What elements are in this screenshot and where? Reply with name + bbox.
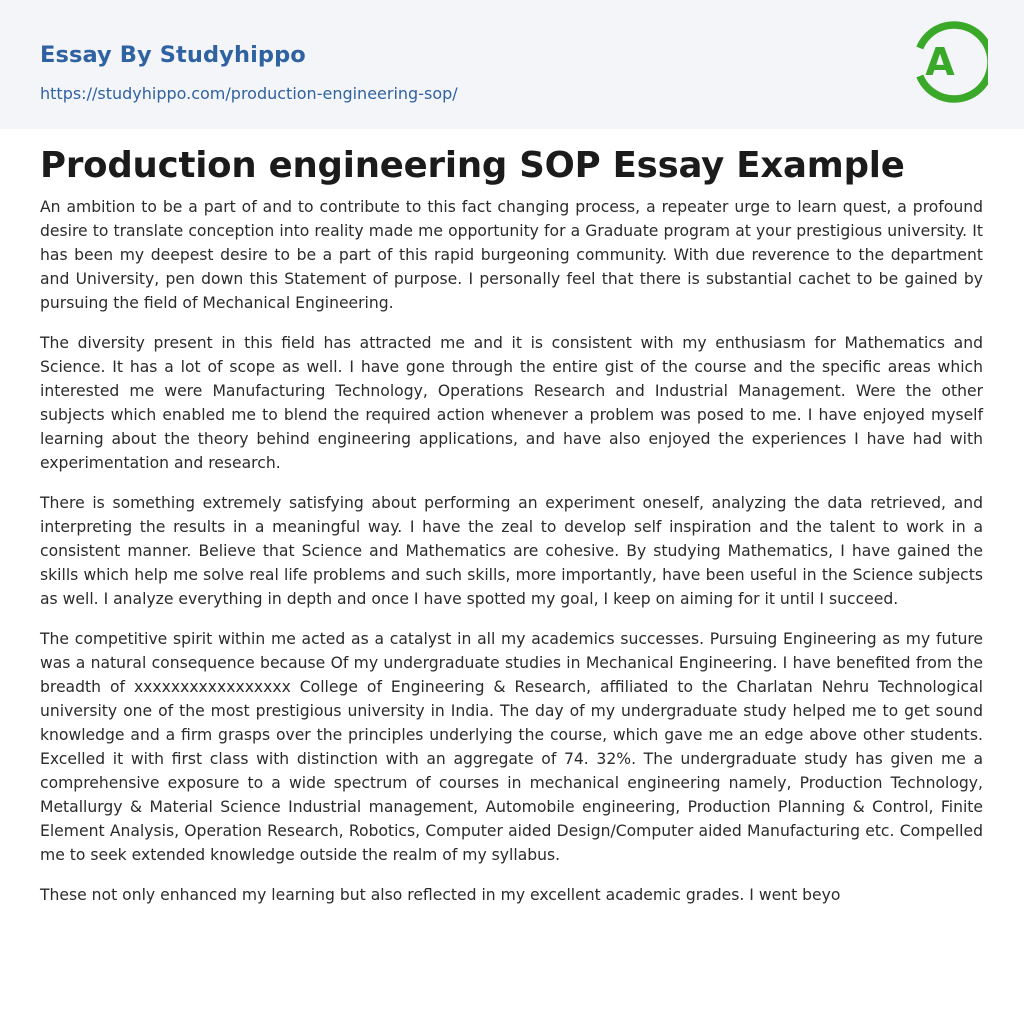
site-brand[interactable]: Essay By Studyhippo: [40, 42, 306, 68]
essay-paragraph: These not only enhanced my learning but also reflected in my excellent academic grades. I went beyo: [40, 886, 841, 904]
essay-body: [40, 195, 983, 907]
page-title: Production engineering SOP Essay Example: [40, 145, 905, 186]
studyhippo-logo-icon[interactable]: [910, 19, 988, 105]
essay-paragraph: An ambition to be a part of and to contribute to this fact changing process, a repeater urge to learn quest, a profound desire to translate conception into reality made me opportunity for a Graduate program at your prestigious university. It has been my deepest desire to be a part of this rapid burgeoning community. With due reverence to the department and University, pen down this Statement of purpose. I personally feel that there is substantial cachet to be gained by pursuing the field of Mechanical Engineering.: [40, 198, 983, 312]
essay-paragraph: There is something extremely satisfying about performing an experiment oneself, analyzing the data retrieved, and interpreting the results in a meaningful way. I have the zeal to develop self inspiration and the talent to work in a consistent manner. Believe that Science and Mathematics are cohesive. By studying Mathematics, I have gained the skills which help me solve real life problems and such skills, more importantly, have been useful in the Science subjects as well. I analyze everything in depth and once I have spotted my goal, I keep on aiming for it until I succeed.: [40, 494, 983, 608]
essay-paragraph: The diversity present in this field has attracted me and it is consistent with my enthusiasm for Mathematics and Science. It has a lot of scope as well. I have gone through the entire gist of the course and the specific areas which interested me were Manufacturing Technology, Operations Research and Industrial Management. Were the other subjects which enabled me to blend the required action whenever a problem was posed to me. I have enjoyed myself learning about the theory behind engineering applications, and have also enjoyed the experiences I have had with experimentation and research.: [40, 334, 983, 472]
essay-paragraph: The competitive spirit within me acted as a catalyst in all my academics successes. Pursuing Engineering as my future was a natural consequence because Of my undergraduate studies in Mechanical Engineering. I have benefited from the breadth of xxxxxxxxxxxxxxxxx College of Engineering & Research, affiliated to the Charlatan Nehru Technological university one of the most prestigious university in India. The day of my undergraduate study helped me to get sound knowledge and a firm grasps over the principles underlying the course, which gave me an edge above other students. Excelled it with first class with distinction with an aggregate of 74. 32%. The undergraduate study has given me a comprehensive exposure to a wide spectrum of courses in mechanical engineering namely, Production Technology, Metallurgy & Material Science Industrial management, Automobile engineering, Production Planning & Control, Finite Element Analysis, Operation Research, Robotics, Computer aided Design/Computer aided Manufacturing etc. Compelled me to seek extended knowledge outside the realm of my syllabus.: [40, 630, 983, 864]
site-header: [0, 0, 1024, 129]
logo-letter: A: [925, 40, 955, 84]
source-url-link[interactable]: https://studyhippo.com/production-engineering-sop/: [40, 84, 458, 103]
